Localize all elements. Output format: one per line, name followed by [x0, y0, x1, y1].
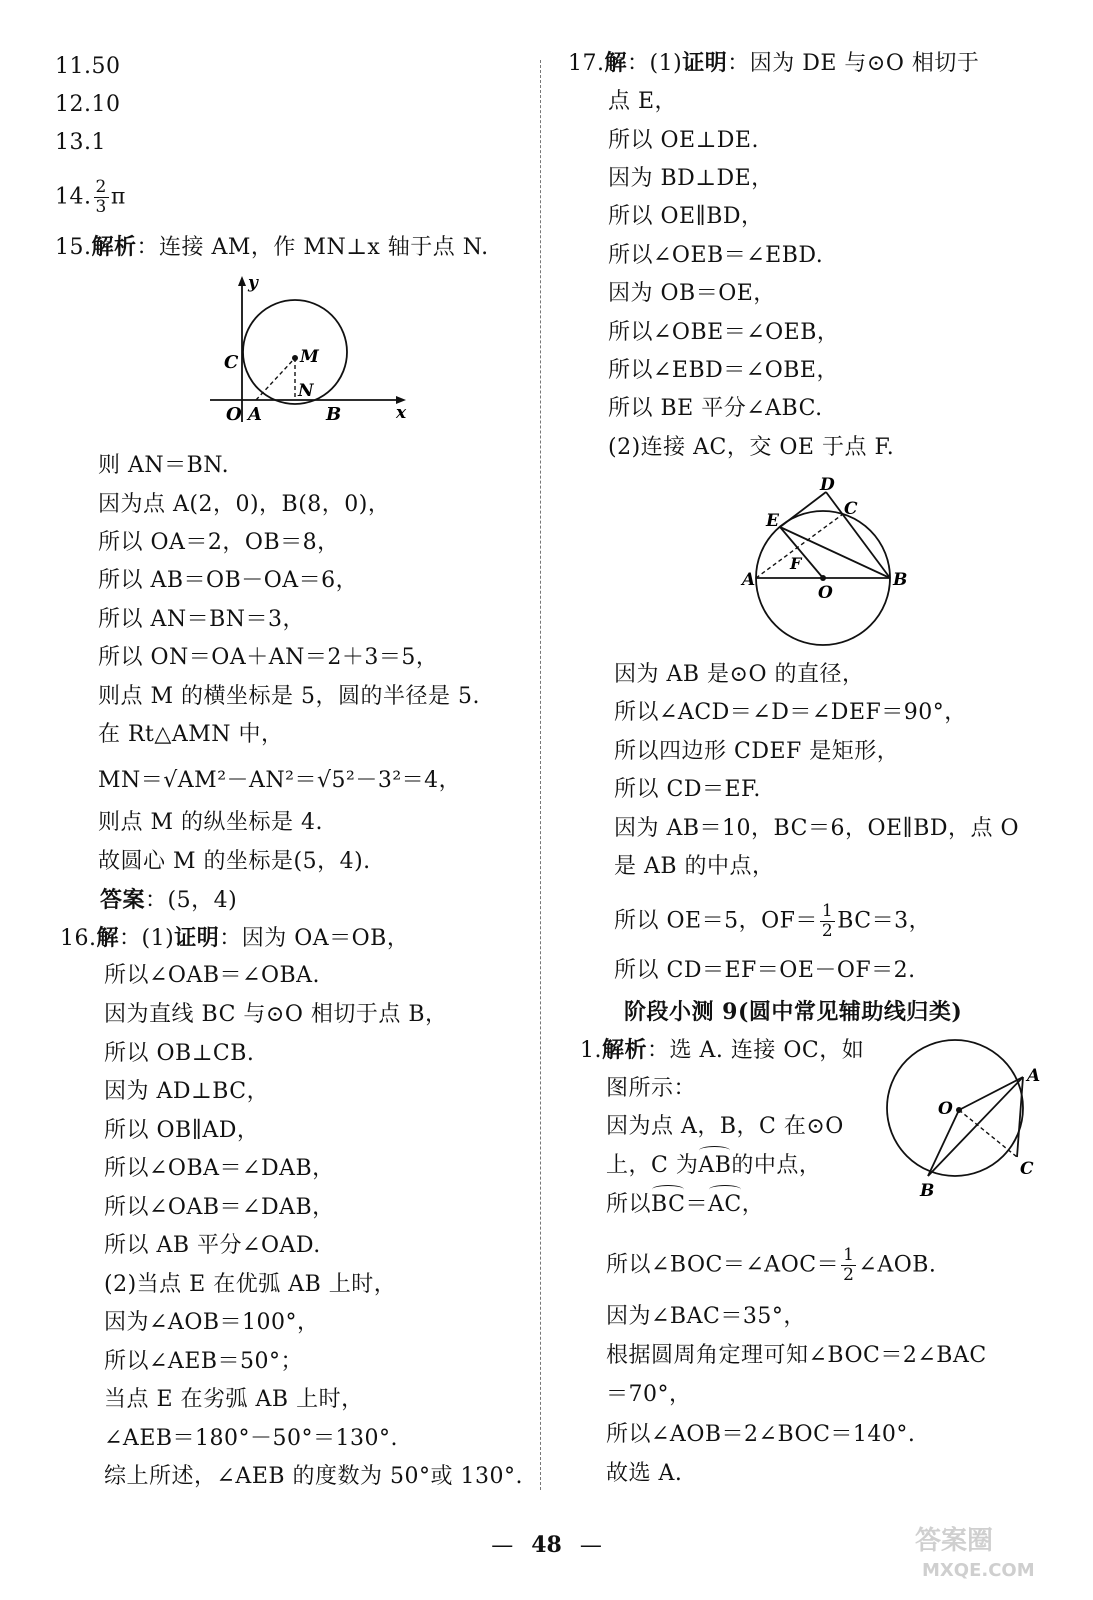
section-title: 阶段小测 9(圆中常见辅助线归类) — [624, 999, 963, 1025]
proof-first-line: ：因为 OA＝OB， — [219, 926, 410, 951]
fraction — [820, 902, 835, 941]
footer-dash-right: — — [579, 1533, 602, 1558]
solution-line: 因为 AD⊥BC， — [104, 1079, 270, 1104]
solution-line: 所以 OA＝2，OB＝8， — [98, 530, 340, 555]
solution-line: 根据圆周角定理可知∠BOC＝2∠BAC — [606, 1343, 987, 1368]
proof-label: 证明 — [174, 925, 220, 951]
solution-line: 所以∠AEB＝50°； — [104, 1349, 304, 1374]
solution-line: 是 AB 的中点， — [614, 854, 775, 879]
label-M: M — [300, 347, 319, 367]
solution-line: 因为 AB 是⊙O 的直径， — [614, 662, 865, 687]
watermark-url: MXQE.COM — [922, 1560, 1035, 1581]
fraction-numerator: 1 — [821, 901, 834, 921]
solution-line: ∠AEB＝180°－50°＝130°. — [104, 1426, 399, 1451]
solution-line: 因为直线 BC 与⊙O 相切于点 B， — [104, 1002, 448, 1027]
label-A: A — [742, 570, 756, 590]
answer-14 — [55, 178, 126, 217]
solution-line: 则 AN＝BN. — [98, 453, 230, 478]
solution-line: 因为 AB＝10，BC＝6，OE∥BD，点 O — [614, 816, 1020, 841]
label-B: B — [893, 570, 908, 590]
analysis-label: 解析 — [91, 234, 137, 260]
part-label: ：(1) — [119, 926, 175, 951]
arc-BC: BC — [651, 1190, 685, 1220]
question-number: 16. — [60, 926, 97, 951]
solution-line-arc — [606, 1151, 821, 1181]
equals-sign: ＝ — [685, 1192, 708, 1217]
solution-line-fraction — [606, 1246, 936, 1285]
question-17-header — [568, 48, 979, 79]
fraction-suffix: BC＝3， — [837, 908, 932, 934]
solution-line: 所以∠OAB＝∠DAB， — [104, 1195, 335, 1220]
label-D: D — [820, 475, 835, 495]
page-number: 48 — [531, 1532, 562, 1558]
solution-line: 所以∠OBA＝∠DAB， — [104, 1156, 335, 1181]
solution-line: 所以 ON＝OA＋AN＝2＋3＝5， — [98, 645, 439, 670]
label-C: C — [844, 499, 858, 519]
solution-line: 所以 OB∥AD， — [104, 1118, 260, 1143]
answer-value: ：(5，4) — [145, 888, 238, 913]
part-label: ：(1) — [627, 51, 683, 76]
solution-line-sqrt: MN＝√AM²－AN²＝√5²－3²＝4， — [98, 768, 462, 793]
fraction-denominator: 2 — [843, 1265, 855, 1285]
solution-line: 在 Rt△AMN 中， — [98, 722, 284, 747]
arc-line-suffix: ， — [741, 1192, 765, 1217]
label-y: y — [248, 273, 258, 293]
solution-line: 所以 OB⊥CB. — [104, 1041, 255, 1066]
watermark-logo: 答案圈 — [915, 1526, 994, 1556]
solution-line: 因为点 A，B，C 在⊙O — [606, 1114, 844, 1139]
answer-13: 13.1 — [55, 130, 106, 155]
label-F: F — [790, 554, 802, 573]
solution-line: 因为 OB＝OE， — [608, 281, 776, 306]
solution-line: 因为∠BAC＝35°， — [606, 1304, 806, 1329]
solution-line: 所以 BE 平分∠ABC. — [608, 396, 823, 421]
answer-12: 12.10 — [55, 92, 121, 117]
label-E: E — [766, 511, 779, 531]
solution-label: 解 — [96, 925, 120, 951]
solution-line: 故选 A. — [606, 1461, 683, 1486]
fraction — [94, 178, 109, 217]
column-divider — [540, 60, 541, 1490]
solution-line: (2)连接 AC，交 OE 于点 F. — [608, 435, 895, 460]
fraction — [841, 1246, 856, 1285]
label-A: A — [248, 404, 262, 425]
label-O: O — [818, 583, 833, 603]
solution-line: 因为点 A(2，0)，B(8，0)， — [98, 492, 391, 517]
arc-AC: AC — [708, 1190, 742, 1220]
solution-line: 因为 BD⊥DE， — [608, 166, 774, 191]
analysis-label: 解析 — [602, 1037, 648, 1063]
solution-line: 所以 CD＝EF＝OE－OF＝2. — [614, 958, 916, 983]
question-15-header — [55, 232, 489, 263]
footer-dash-left: — — [491, 1533, 514, 1558]
fraction-denominator: 2 — [821, 921, 834, 941]
solution-line: 所以 CD＝EF. — [614, 777, 761, 802]
label-B: B — [920, 1181, 935, 1201]
proof-first-line: ：因为 DE 与⊙O 相切于 — [727, 51, 980, 76]
solution-line-fraction — [614, 902, 931, 941]
solution-line: 点 E， — [608, 89, 678, 114]
fraction-numerator: 1 — [843, 1245, 855, 1265]
solution-line: 则点 M 的纵坐标是 4. — [98, 810, 323, 835]
solution-line: 因为∠AOB＝100°， — [104, 1310, 320, 1335]
fraction-suffix: ∠AOB. — [858, 1252, 937, 1278]
fraction-denominator: 3 — [95, 197, 107, 217]
fraction-prefix: 所以∠BOC＝∠AOC＝ — [606, 1252, 840, 1278]
solution-line-arcs — [606, 1190, 764, 1220]
answer-14-number: 14. — [55, 184, 92, 210]
solution-line: 所以∠AOB＝2∠BOC＝140°. — [606, 1422, 916, 1447]
solution-label: 解 — [604, 50, 628, 76]
question-number: 17. — [568, 51, 605, 76]
solution-line: 所以 AB＝OB－OA＝6， — [98, 568, 359, 593]
label-C: C — [224, 352, 239, 373]
label-C: C — [1020, 1159, 1034, 1179]
answer-15 — [100, 885, 237, 916]
solution-line: (2)当点 E 在优弧 AB 上时， — [104, 1272, 397, 1297]
label-A: A — [1027, 1066, 1041, 1086]
solution-line: 当点 E 在劣弧 AB 上时， — [104, 1387, 364, 1412]
figure-1-circle-diagram — [880, 1036, 1050, 1201]
question-number: 15. — [55, 235, 92, 260]
arc-line-suffix: 的中点， — [731, 1153, 822, 1178]
figure-15-circle-diagram — [200, 272, 430, 432]
solution-line: 所以 OE∥BD， — [608, 204, 764, 229]
label-O: O — [938, 1099, 953, 1119]
fraction-prefix: 所以 OE＝5，OF＝ — [614, 908, 818, 934]
solution-line: ＝70°， — [606, 1382, 692, 1407]
solution-line: 图所示： — [606, 1076, 697, 1101]
solution-line: 所以∠OBE＝∠OEB， — [608, 320, 840, 345]
fraction-numerator: 2 — [95, 177, 107, 197]
label-N: N — [298, 381, 314, 401]
solution-line: 所以 AN＝BN＝3， — [98, 607, 306, 632]
solution-line: 所以四边形 CDEF 是矩形， — [614, 739, 900, 764]
question-16-header — [60, 923, 409, 954]
question-number: 1. — [580, 1038, 602, 1063]
solution-line: 所以∠OEB＝∠EBD. — [608, 243, 824, 268]
question-15-intro: ：连接 AM，作 MN⊥x 轴于点 N. — [136, 235, 489, 260]
pi-symbol: π — [110, 184, 126, 210]
solution-line: 所以∠EBD＝∠OBE， — [608, 358, 839, 383]
answer-11: 11.50 — [55, 54, 121, 79]
arc-line-prefix: 所以 — [606, 1192, 652, 1217]
label-B: B — [326, 404, 342, 425]
solution-line: 故圆心 M 的坐标是(5，4). — [98, 849, 371, 874]
arc-AB: AB — [698, 1151, 731, 1181]
solution-line: 综上所述，∠AEB 的度数为 50°或 130°. — [104, 1464, 524, 1489]
proof-label: 证明 — [682, 50, 728, 76]
arc-line-prefix: 上，C 为 — [606, 1153, 699, 1178]
solution-line: 所以 OE⊥DE. — [608, 128, 759, 153]
question-1-header — [580, 1035, 864, 1066]
label-O: O — [226, 404, 242, 425]
solution-line: 所以∠ACD＝∠D＝∠DEF＝90°， — [614, 700, 967, 725]
solution-line: 所以 AB 平分∠OAD. — [104, 1233, 321, 1258]
solution-line: 所以∠OAB＝∠OBA. — [104, 963, 321, 988]
label-x: x — [396, 403, 407, 423]
answer-label: 答案 — [100, 887, 146, 913]
figure-17-circle-diagram — [738, 472, 918, 647]
question-1-intro: ：选 A. 连接 OC，如 — [647, 1038, 865, 1063]
solution-line: 则点 M 的横坐标是 5，圆的半径是 5. — [98, 684, 480, 709]
